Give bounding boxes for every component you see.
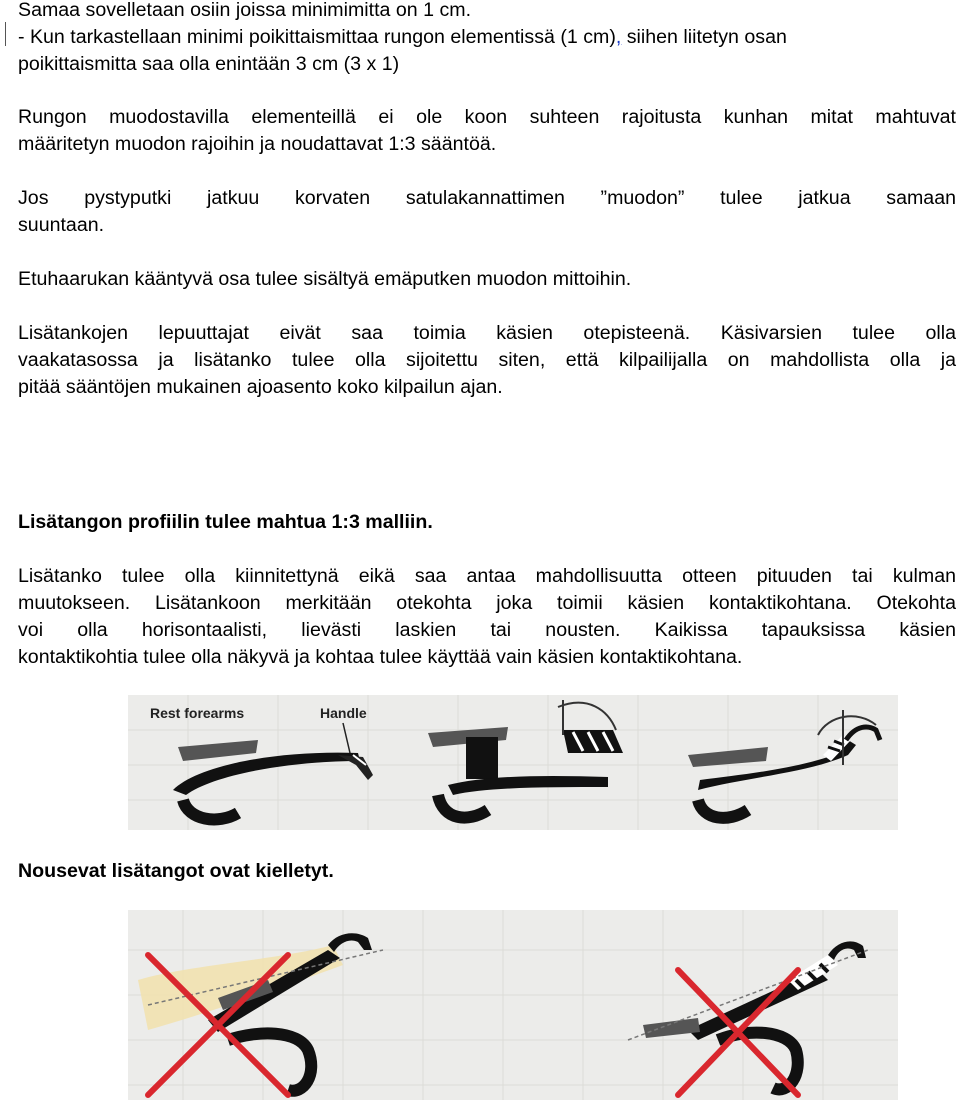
text-line: Lisätankojen lepuuttajat eivät saa toimia käsien otepisteenä. Käsivarsien tulee olla <box>18 322 956 344</box>
comment-link[interactable]: , <box>615 26 622 48</box>
text-line: määritetyn muodon rajoihin ja noudattavat 1:3 sääntöä. <box>18 133 497 155</box>
heading-forbidden: Nousevat lisätangot ovat kielletyt. <box>18 860 334 882</box>
paragraph-fork <box>18 266 956 293</box>
text-line: voi olla horisontaalisti, lievästi laskien tai nousten. Kaikissa tapauksissa käsien <box>18 619 956 641</box>
text-line: poikittaismitta saa olla enintään 3 cm (3 x 1) <box>18 53 400 75</box>
text-segment: - Kun tarkastellaan minimi poikittaismittaa rungon elementissä (1 cm) <box>18 26 616 48</box>
paragraph-seat-post <box>18 185 956 239</box>
paragraph-armrests <box>18 320 956 401</box>
figure-forbidden-extensions <box>128 910 898 1100</box>
text-line: vaakatasossa ja lisätanko tulee olla sijoitettu siten, että kilpailijalla on mahdollista olla ja <box>18 349 956 371</box>
text-line: Rungon muodostavilla elementeillä ei ole koon suhteen rajoitusta kunhan mitat mahtuvat <box>18 106 956 128</box>
text-line: Etuhaarukan kääntyvä osa tulee sisältyä emäputken muodon mittoihin. <box>18 268 632 290</box>
text-line <box>18 24 956 51</box>
text-line: muutokseen. Lisätankoon merkitään otekohta joka toimii käsien kontaktikohtana. Otekohta <box>18 592 956 614</box>
text-line: Lisätanko tulee olla kiinnitettynä eikä saa antaa mahdollisuutta otteen pituuden tai kulman <box>18 565 956 587</box>
figure-forbidden-svg <box>128 910 898 1100</box>
label-rest-forearms: Rest forearms <box>150 705 245 721</box>
text-line: suuntaan. <box>18 214 105 236</box>
paragraph-extension-fixing <box>18 563 956 671</box>
figure-allowed-extensions <box>128 695 898 830</box>
text-line: pitää sääntöjen mukainen ajoasento koko kilpailun ajan. <box>18 376 503 398</box>
paragraph-frame-elements <box>18 104 956 158</box>
paragraph-min-dimension <box>18 0 956 78</box>
text-line: kontaktikohtia tulee olla näkyvä ja kohtaa tulee käyttää vain käsien kontaktikohtana. <box>18 646 743 668</box>
text-segment: siihen liitetyn osan <box>621 26 787 48</box>
figure-allowed-svg <box>128 695 898 830</box>
text-cursor <box>5 22 6 46</box>
label-handle: Handle <box>320 705 367 721</box>
heading-profile-rule: Lisätangon profiilin tulee mahtua 1:3 malliin. <box>18 511 433 533</box>
text-line: Samaa sovelletaan osiin joissa minimimitta on 1 cm. <box>18 0 472 21</box>
text-line: Jos pystyputki jatkuu korvaten satulakannattimen ”muodon” tulee jatkua samaan <box>18 187 956 209</box>
